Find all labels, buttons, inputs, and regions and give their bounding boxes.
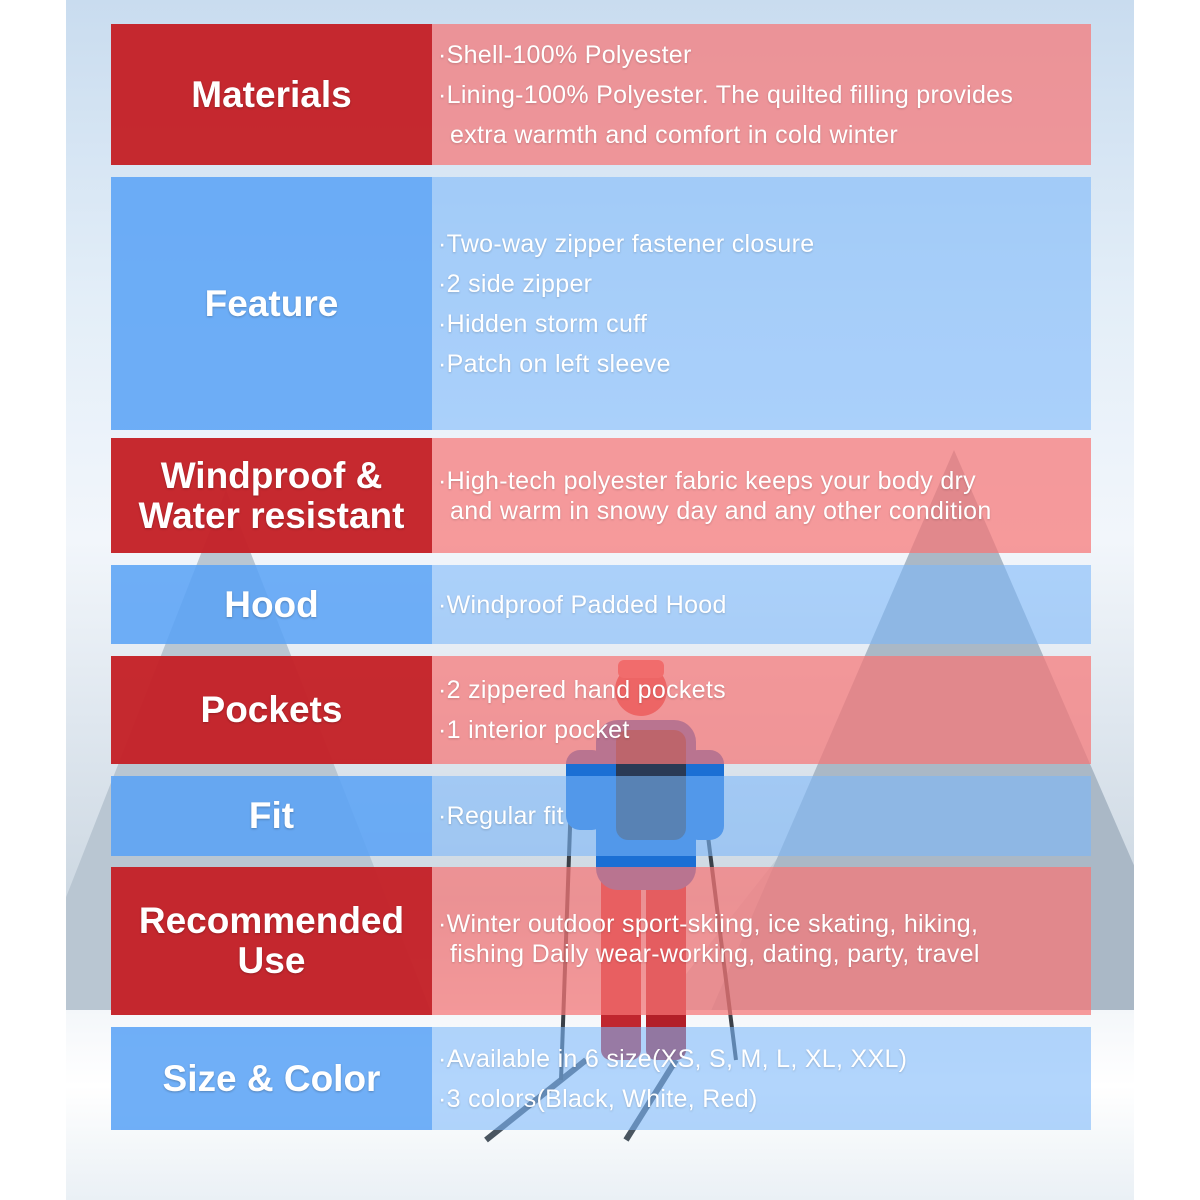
content-line: ·2 zippered hand pockets [438, 676, 726, 704]
content-line: ·1 interior pocket [438, 716, 630, 744]
content-line: ·High-tech polyester fabric keeps your body dry [438, 466, 976, 495]
row-materials [111, 24, 1091, 165]
content-line: ·Winter outdoor sport-skiing, ice skating, hiking, [438, 910, 979, 938]
content-line: ·Regular fit [438, 802, 564, 830]
content-line: ·3 colors(Black, White, Red) [438, 1084, 758, 1113]
row-pockets [111, 656, 1091, 764]
row-content [432, 438, 1091, 553]
row-recommended-use [111, 867, 1091, 1015]
row-content [432, 776, 1091, 856]
content-line: ·Shell-100% Polyester [438, 40, 692, 69]
content-line: ·Available in 6 size(XS, S, M, L, XL, XXL) [438, 1044, 908, 1073]
row-label: Size & Color [111, 1027, 432, 1130]
row-label: Windproof & Water resistant [111, 438, 432, 553]
row-content [432, 1027, 1091, 1130]
content-line: and warm in snowy day and any other condition [450, 496, 992, 525]
row-label: Materials [111, 24, 432, 165]
content-line: ·Two-way zipper fastener closure [438, 229, 815, 258]
content-line: ·Patch on left sleeve [438, 349, 671, 378]
content-line: fishing Daily wear-working, dating, party, travel [450, 940, 980, 968]
row-label: Pockets [111, 656, 432, 764]
row-content [432, 24, 1091, 165]
content-line: ·Windproof Padded Hood [438, 590, 727, 619]
row-content [432, 177, 1091, 430]
content-line: ·Hidden storm cuff [438, 309, 648, 338]
spec-table [111, 0, 1091, 1200]
row-feature [111, 177, 1091, 430]
content-line: ·2 side zipper [438, 269, 593, 298]
row-label: Recommended Use [111, 867, 432, 1015]
row-windproof [111, 438, 1091, 553]
row-content [432, 867, 1091, 1015]
row-label: Hood [111, 565, 432, 644]
content-line: extra warmth and comfort in cold winter [450, 120, 898, 149]
content-line: ·Lining-100% Polyester. The quilted filling provides [438, 80, 1014, 109]
row-content [432, 656, 1091, 764]
row-hood [111, 565, 1091, 644]
row-content [432, 565, 1091, 644]
row-size-color [111, 1027, 1091, 1130]
row-label: Feature [111, 177, 432, 430]
row-label: Fit [111, 776, 432, 856]
row-fit [111, 776, 1091, 856]
